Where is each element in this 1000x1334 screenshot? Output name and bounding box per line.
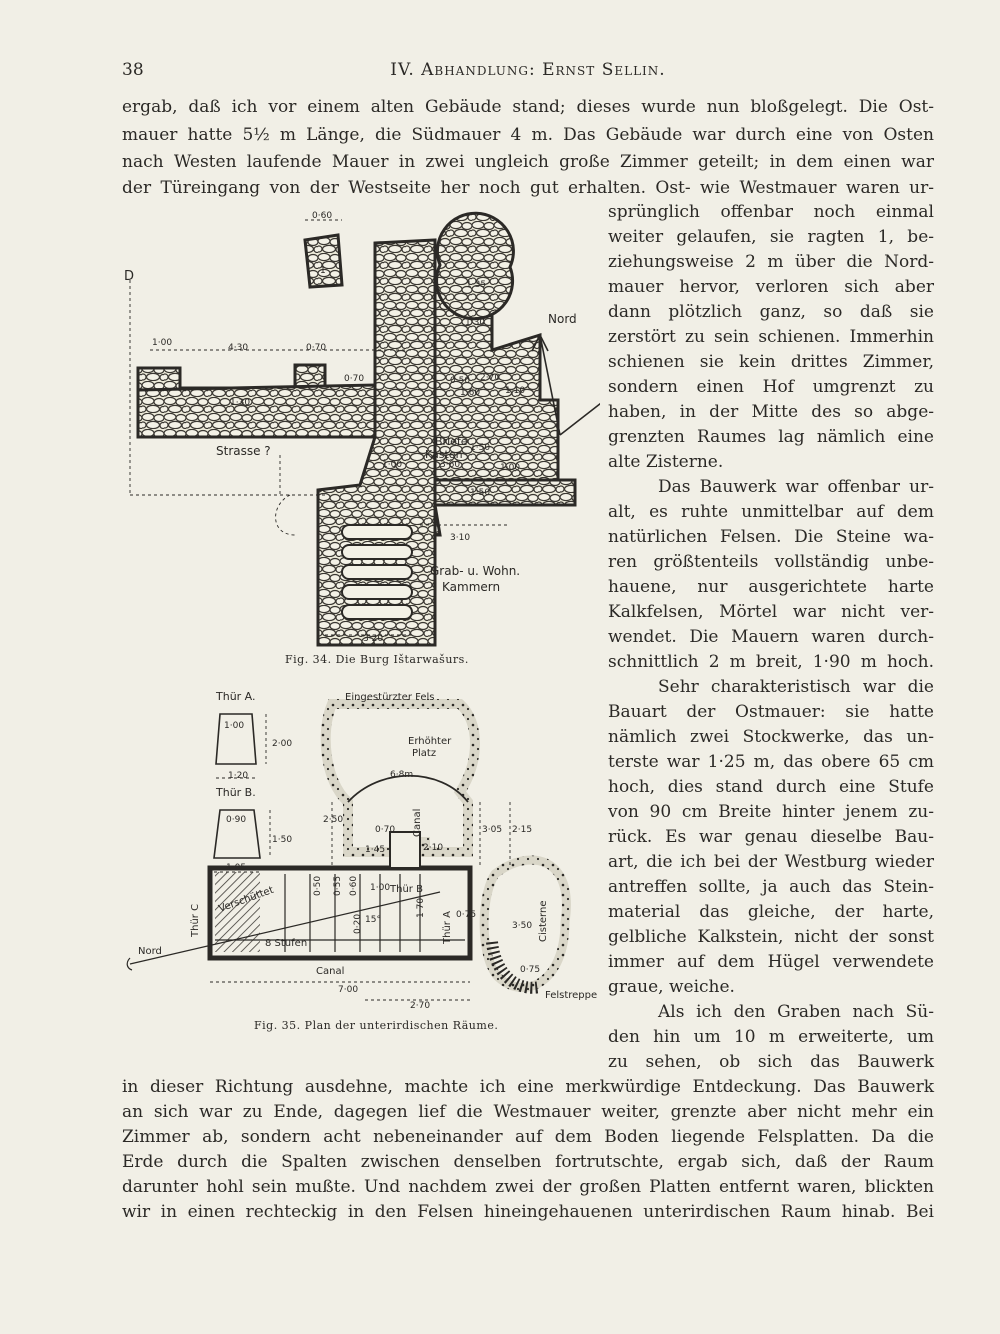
dim: 0·70	[306, 343, 327, 353]
dim: 1·00	[370, 883, 391, 893]
dim: 2·10	[423, 843, 444, 853]
text-line: alte Zisterne.	[608, 452, 724, 472]
label-kasten: Kasten	[425, 448, 463, 461]
label-nord: Nord	[138, 946, 162, 957]
label-thur-b-plan: Thür B	[390, 884, 423, 895]
label-canal-bottom: Canal	[316, 966, 345, 977]
text-line: Als ich den Graben nach Sü-	[658, 1002, 934, 1022]
figure-34-caption: Fig. 34. Die Burg Ištarwašurs.	[285, 653, 469, 666]
text-line: ren größtenteils vollständig unbe-	[608, 552, 934, 572]
text-line: von 90 cm Breite hinter jenem zu-	[608, 802, 934, 822]
text-line: immer auf dem Hügel verwendete	[608, 952, 934, 972]
text-line: wendet. Die Mauern waren durch-	[608, 627, 934, 647]
label-erhoht: Erhöhter	[408, 736, 452, 747]
page-header	[122, 60, 934, 86]
label-felstreppe: Felstreppe	[545, 990, 598, 1001]
text-line: schnittlich 2 m breit, 1·90 m hoch.	[608, 652, 934, 672]
label-nord: Nord	[548, 312, 577, 326]
text-line: natürlichen Felsen. Die Steine wa-	[608, 527, 934, 547]
text-line: Zimmer ab, sondern acht nebeneinander auf dem Boden liegende Felsplatten. Da die	[122, 1127, 934, 1147]
label-strasse: Strasse ?	[216, 444, 271, 458]
label-thur-a-plan: Thür A	[442, 911, 453, 944]
text-line: Das Bauwerk war offenbar ur-	[658, 477, 934, 497]
dim: 0·60	[349, 875, 359, 896]
dim: 3·50	[512, 921, 533, 931]
text-line: der Türeingang von der Westseite her noch gut erhalten. Ost- wie Westmauer waren ur-	[122, 178, 934, 198]
label-cisterne: Cisterne	[538, 900, 549, 942]
dim: 2·70	[410, 1001, 431, 1011]
dim: 1·00	[382, 460, 403, 470]
text-line: graue, weiche.	[608, 977, 735, 997]
text-line: darunter hohl sein mußte. Und nachdem zwei der großen Platten entfernt waren, blickten	[122, 1177, 934, 1197]
dim: 3·20	[363, 634, 384, 644]
dim: 0·50	[450, 376, 471, 386]
label-thur-b: Thür B.	[216, 786, 256, 799]
dim: 0·20	[353, 913, 363, 934]
dim: 6·8m	[390, 770, 414, 780]
dim: 1·10	[505, 386, 526, 396]
dim: 1·60	[460, 388, 481, 398]
text-line: antreffen sollte, ja auch das Stein-	[608, 877, 934, 897]
dim: 0·75	[520, 965, 541, 975]
label-briefe: Briefe	[435, 435, 468, 448]
dim: 1·00	[500, 463, 521, 473]
running-title: IV. Abhandlung: Ernst Sellin.	[390, 60, 666, 80]
text-line: haben, in der Mitte des so abge-	[608, 402, 934, 422]
dim: 3·10	[450, 533, 471, 543]
text-line: grenzten Raumes lag nämlich eine	[608, 427, 934, 447]
dim: 0·50	[313, 875, 323, 896]
text-line: mauer hervor, verloren sich aber	[608, 277, 934, 297]
text-line: Erde durch die Spalten zwischen denselben fortrutschte, ergab sich, daß der Raum	[122, 1152, 934, 1172]
dim: 2·15	[512, 825, 533, 835]
text-line: ergab, daß ich vor einem alten Gebäude stand; dieses wurde nun bloßgelegt. Die Ost-	[122, 97, 934, 117]
dim: 4·30	[228, 343, 249, 353]
text-line: weiter gelaufen, sie ragten 1, be-	[608, 227, 934, 247]
dim: 1·05	[226, 863, 247, 873]
text-line: nach Westen laufende Mauer in zwei ungleich große Zimmer geteilt; in dem einen war	[122, 152, 934, 172]
label-d: D	[124, 269, 135, 284]
dim: 7·00	[338, 985, 359, 995]
text-line: Kalkfelsen, Mörtel war nicht ver-	[608, 602, 934, 622]
dim: 3·05	[482, 825, 503, 835]
text-line: sprünglich offenbar noch einmal	[608, 202, 934, 222]
dim: 2·70	[480, 373, 501, 383]
label-thur-c: Thür C	[190, 903, 201, 937]
dim: 3·60	[440, 460, 461, 470]
dim: 15°	[365, 915, 381, 925]
text-line: in dieser Richtung ausdehne, machte ich eine merkwürdige Entdeckung. Das Bauwerk	[122, 1077, 934, 1097]
text-line: zu sehen, ob sich das Bauwerk	[608, 1052, 934, 1072]
dim: 1·20	[228, 771, 249, 781]
text-line: wir in einen rechteckig in den Felsen hineingehauenen unterirdischen Raum hinab. Bei	[122, 1202, 934, 1222]
text-line: nämlich zwei Stockwerke, das un-	[608, 727, 934, 747]
text-line: schienen sie kein drittes Zimmer,	[608, 352, 934, 372]
dim: 1·45	[365, 845, 386, 855]
text-line: hoch, dies stand durch eine Stufe	[608, 777, 934, 797]
dim: 1·70	[416, 897, 426, 918]
text-line: rück. Es war genau dieselbe Bau-	[608, 827, 934, 847]
fig34-walls	[138, 213, 575, 645]
dim: 0·70	[344, 374, 365, 384]
dim: 0·90	[226, 815, 247, 825]
text-line: Sehr charakteristisch war die	[658, 677, 934, 697]
dim: 2·50	[323, 815, 344, 825]
text-line: an sich war zu Ende, dagegen lief die Westmauer weiter, grenzte aber nicht mehr ein	[122, 1102, 934, 1122]
dim: 1·50	[470, 488, 491, 498]
text-line: art, die ich bei der Westburg wieder	[608, 852, 934, 872]
text-line: hauene, nur ausgerichtete harte	[608, 577, 934, 597]
figure-35-caption: Fig. 35. Plan der unterirdischen Räume.	[254, 1019, 499, 1032]
text-line: material das gleiche, der harte,	[608, 902, 934, 922]
label-canal: Canal	[412, 808, 423, 837]
dim: 1·00	[152, 338, 173, 348]
label-stufen: 8 Stufen	[265, 938, 308, 949]
dim: 1·50	[470, 443, 491, 453]
fig34-steps	[342, 525, 412, 619]
dim: 1·30	[230, 398, 251, 408]
label-fels: Eingestürzter Fels	[345, 692, 435, 703]
text-line: sondern einen Hof umgrenzt zu	[608, 377, 934, 397]
dim: 1	[320, 266, 326, 276]
figure-34-plan	[120, 205, 600, 650]
dim: 1·50	[272, 835, 293, 845]
label-kammern: Kammern	[442, 580, 501, 594]
figure-35-plan	[120, 682, 600, 1012]
text-line: terste war 1·25 m, das obere 65 cm	[608, 752, 934, 772]
text-line: dann plötzlich ganz, so daß sie	[608, 302, 934, 322]
text-line: zerstört zu sein schienen. Immerhin	[608, 327, 934, 347]
label-verschuttet: Verschüttet	[217, 884, 276, 915]
dim: 1·00	[224, 721, 245, 731]
text-line: alt, es ruhte unmittelbar auf dem	[608, 502, 934, 522]
label-thur-a: Thür A.	[216, 690, 256, 703]
page-number: 38	[122, 60, 144, 80]
dim: 1·35	[466, 280, 487, 290]
text-line: gelbliche Kalkstein, nicht der sonst	[608, 927, 934, 947]
dim: 0·55	[333, 875, 343, 896]
text-line: mauer hatte 5½ m Länge, die Südmauer 4 m. Das Gebäude war durch eine von Osten	[122, 125, 934, 145]
text-line: den hin um 10 m erweiterte, um	[608, 1027, 934, 1047]
dim: 1·30	[465, 318, 486, 328]
dim: 2·00	[272, 739, 293, 749]
text-line: Bauart der Ostmauer: sie hatte	[608, 702, 934, 722]
label-platz: Platz	[412, 748, 437, 759]
dim: 0·70	[375, 825, 396, 835]
dim: 0·60	[312, 211, 333, 221]
text-line: ziehungsweise 2 m über die Nord-	[608, 252, 934, 272]
label-grab: Grab- u. Wohn.	[430, 564, 521, 578]
dim: 0·75	[456, 910, 477, 920]
